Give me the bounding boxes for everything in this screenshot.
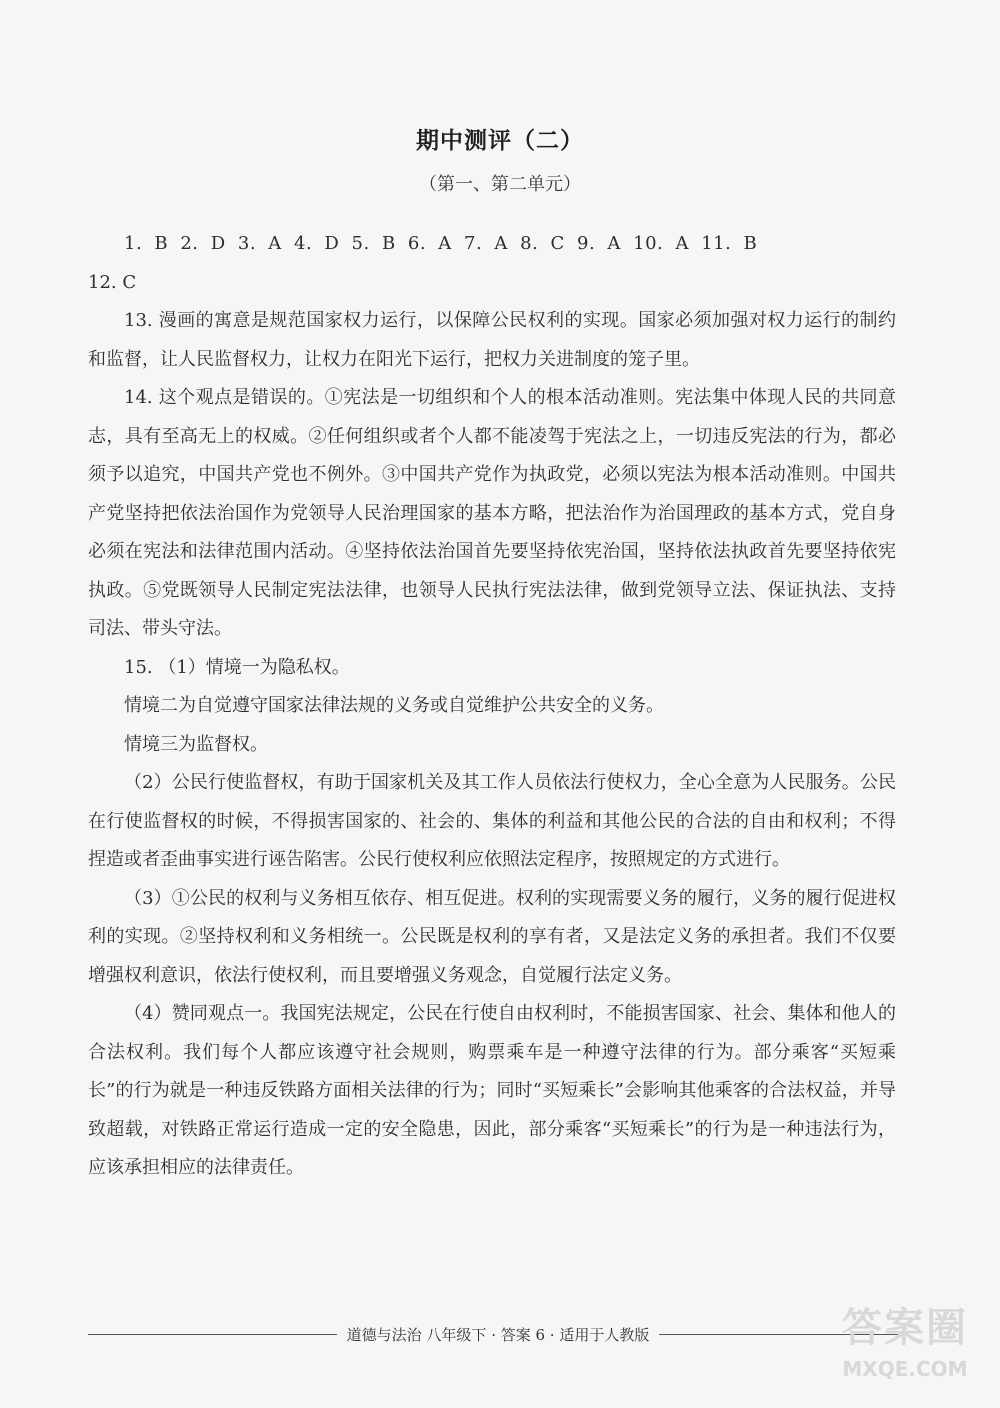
answer-15-2: （2）公民行使监督权，有助于国家机关及其工作人员依法行使权力，全心全意为人民服务。公民在行使监督权的时候，不得损害国家的、社会的、集体的利益和其他公民的合法的自由和权利；不得捏造或者歪曲事实进行诬告陷害。公民行使权利应依照法定程序，按照规定的方式进行。 xyxy=(88,772,896,870)
answer-body xyxy=(88,225,896,1188)
answer-15-1-c: 情境三为监督权。 xyxy=(124,733,268,755)
watermark-logo xyxy=(820,1300,990,1400)
page-footer xyxy=(88,1322,908,1346)
answer-15-3: （3）①公民的权利与义务相互依存、相互促进。权利的实现需要义务的履行，义务的履行促进权利的实现。②坚持权利和义务相统一。公民既是权利的享有者，又是法定义务的承担者。我们不仅要增强权利意识，依法行使权利，而且要增强义务观念，自觉履行法定义务。 xyxy=(88,887,896,986)
mcq-answers-line-1: 1. B 2. D 3. A 4. D 5. B 6. A 7. A 8. C 9. A 10. A 11. B xyxy=(124,233,758,254)
answer-15-1-b: 情境二为自觉遵守国家法律法规的义务或自觉维护公共安全的义务。 xyxy=(124,695,664,716)
footer-rule-left xyxy=(88,1334,337,1335)
watermark-logo-text: 答案圈 xyxy=(842,1305,968,1351)
answer-14: 14. 这个观点是错误的。①宪法是一切组织和个人的根本活动准则。宪法集中体现人民的共同意志，具有至高无上的权威。②任何组织或者个人都不能凌驾于宪法之上，一切违反宪法的行为，都必须予以追究，中国共产党也不例外。③中国共产党作为执政党，必须以宪法为根本活动准则。中国共产党坚持把依法治国作为党领导人民治理国家的基本方略，把法治作为治国理政的基本方式，党自身必须在宪法和法律范围内活动。④坚持依法治国首先要坚持依宪治国，坚持依法执政首先要坚持依宪执政。⑤党既领导人民制定宪法法律，也领导人民执行宪法法律，做到党领导立法、保证执法、支持司法、带头守法。 xyxy=(88,387,896,639)
answer-15-1-a: 15. （1）情境一为隐私权。 xyxy=(124,656,350,678)
answer-15-4: （4）赞同观点一。我国宪法规定，公民在行使自由权利时，不能损害国家、社会、集体和他人的合法权利。我们每个人都应该遵守社会规则，购票乘车是一种遵守法律的行为。部分乘客“买短乘长”的行为就是一种违反铁路方面相关法律的行为；同时“买短乘长”会影响其他乘客的合法权益，并导致超载，对铁路正常运行造成一定的安全隐患，因此，部分乘客“买短乘长”的行为是一种违法行为，应该承担相应的法律责任。 xyxy=(88,1003,896,1178)
footer-text: 道德与法治 八年级下 · 答案 6 · 适用于人教版 xyxy=(346,1325,650,1344)
page-title: 期中测评（二） xyxy=(416,128,584,154)
mcq-answers-line-2: 12. C xyxy=(88,271,137,293)
watermark-url: MXQE.COM xyxy=(842,1357,968,1381)
answer-13: 13. 漫画的寓意是规范国家权力运行，以保障公民权利的实现。国家必须加强对权力运行的制约和监督，让人民监督权力，让权力在阳光下运行，把权力关进制度的笼子里。 xyxy=(88,310,896,370)
page-subtitle: （第一、第二单元） xyxy=(419,174,581,195)
